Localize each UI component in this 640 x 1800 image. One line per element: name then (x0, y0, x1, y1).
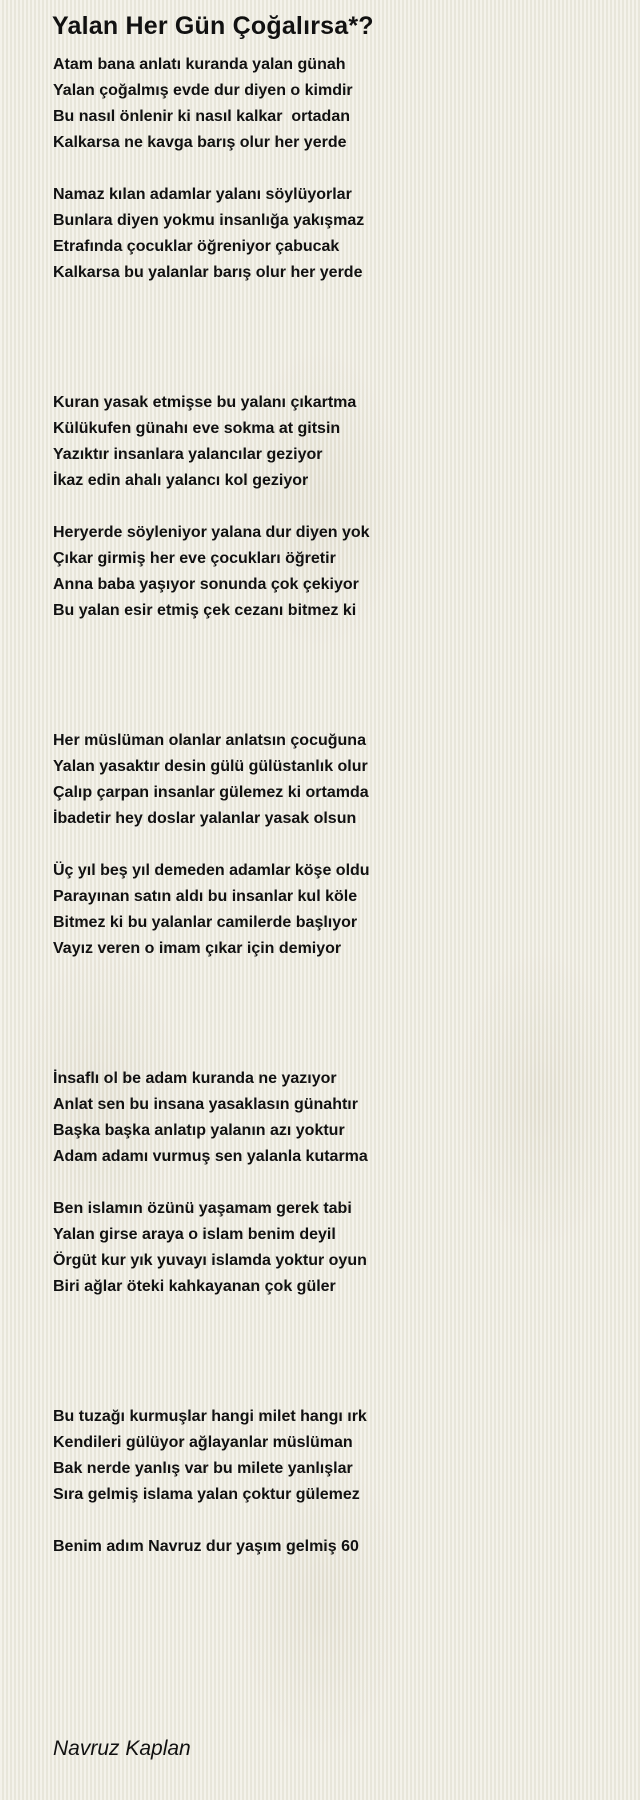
stanza (53, 1404, 613, 1508)
poem-line: Yalan yasaktır desin gülü gülüstanlık olur (53, 758, 368, 775)
stanza-spacer (53, 1170, 613, 1196)
poem-line: Bu nasıl önlenir ki nasıl kalkar ortadan (53, 108, 350, 125)
poem-line: Sıra gelmiş islama yalan çoktur gülemez (53, 1486, 360, 1503)
poem-line: Adam adamı vurmuş sen yalanla kutarma (53, 1148, 368, 1165)
poem-line: Atam bana anlatı kuranda yalan günah (53, 56, 346, 73)
stanza (53, 390, 613, 494)
poem-line: Kuran yasak etmişse bu yalanı çıkartma (53, 394, 357, 411)
poem-line: İkaz edin ahalı yalancı kol geziyor (53, 472, 309, 489)
poem-line: Kendileri gülüyor ağlayanlar müslüman (53, 1434, 353, 1451)
poem-line: İbadetir hey doslar yalanlar yasak olsun (53, 810, 357, 827)
poem-line: Bitmez ki bu yalanlar camilerde başlıyor (53, 914, 358, 931)
stanza (53, 858, 613, 962)
section-spacer (53, 962, 613, 1066)
poem-line: Etrafında çocuklar öğreniyor çabucak (53, 238, 340, 255)
poem-line: Kalkarsa ne kavga barış olur her yerde (53, 134, 347, 151)
poem-title: Yalan Her Gün Çoğalırsa*? (52, 12, 374, 40)
stanza (53, 1196, 613, 1300)
stanza (53, 1534, 613, 1560)
poem-line: Başka başka anlatıp yalanın azı yoktur (53, 1122, 345, 1139)
poem-line: İnsaflı ol be adam kuranda ne yazıyor (53, 1070, 337, 1087)
poem-line: Yalan çoğalmış evde dur diyen o kimdir (53, 82, 353, 99)
poem-line: Külükufen günahı eve sokma at gitsin (53, 420, 341, 437)
poem-line: Benim adım Navruz dur yaşım gelmiş 60 (53, 1538, 359, 1555)
stanza (53, 728, 613, 832)
poem-line: Bunlara diyen yokmu insanlığa yakışmaz (53, 212, 365, 229)
poem-line: Ben islamın özünü yaşamam gerek tabi (53, 1200, 352, 1217)
poem-line: Çalıp çarpan insanlar gülemez ki ortamda (53, 784, 369, 801)
stanza-spacer (53, 832, 613, 858)
poem-line: Örgüt kur yık yuvayı islamda yoktur oyun (53, 1252, 367, 1269)
poem-line: Her müslüman olanlar anlatsın çocuğuna (53, 732, 366, 749)
poem-line: Çıkar girmiş her eve çocukları öğretir (53, 550, 336, 567)
section-spacer (53, 286, 613, 390)
poem-line: Üç yıl beş yıl demeden adamlar köşe oldu (53, 862, 370, 879)
stanza-spacer (53, 1508, 613, 1534)
poem-line: Bu tuzağı kurmuşlar hangi milet hangı ırk (53, 1408, 367, 1425)
poem-line: Kalkarsa bu yalanlar barış olur her yerde (53, 264, 363, 281)
poem-line: Bak nerde yanlış var bu milete yanlışlar (53, 1460, 353, 1477)
stanza (53, 182, 613, 286)
stanza-spacer (53, 156, 613, 182)
stanza (53, 52, 613, 156)
author-name: Navruz Kaplan (53, 1737, 191, 1760)
poem-body (53, 52, 613, 1560)
poem-line: Namaz kılan adamlar yalanı söylüyorlar (53, 186, 352, 203)
poem-line: Parayınan satın aldı bu insanlar kul köle (53, 888, 358, 905)
poem-line: Bu yalan esir etmiş çek cezanı bitmez ki (53, 602, 357, 619)
poem-line: Yalan girse araya o islam benim deyil (53, 1226, 336, 1243)
stanza (53, 520, 613, 624)
section-spacer (53, 1300, 613, 1404)
poem-line: Heryerde söyleniyor yalana dur diyen yok (53, 524, 370, 541)
section-spacer (53, 624, 613, 728)
poem-line: Vayız veren o imam çıkar için demiyor (53, 940, 342, 957)
poem-line: Biri ağlar öteki kahkayanan çok güler (53, 1278, 336, 1295)
stanza (53, 1066, 613, 1170)
poem-line: Yazıktır insanlara yalancılar geziyor (53, 446, 323, 463)
poem-line: Anlat sen bu insana yasaklasın günahtır (53, 1096, 358, 1113)
poem-line: Anna baba yaşıyor sonunda çok çekiyor (53, 576, 359, 593)
stanza-spacer (53, 494, 613, 520)
